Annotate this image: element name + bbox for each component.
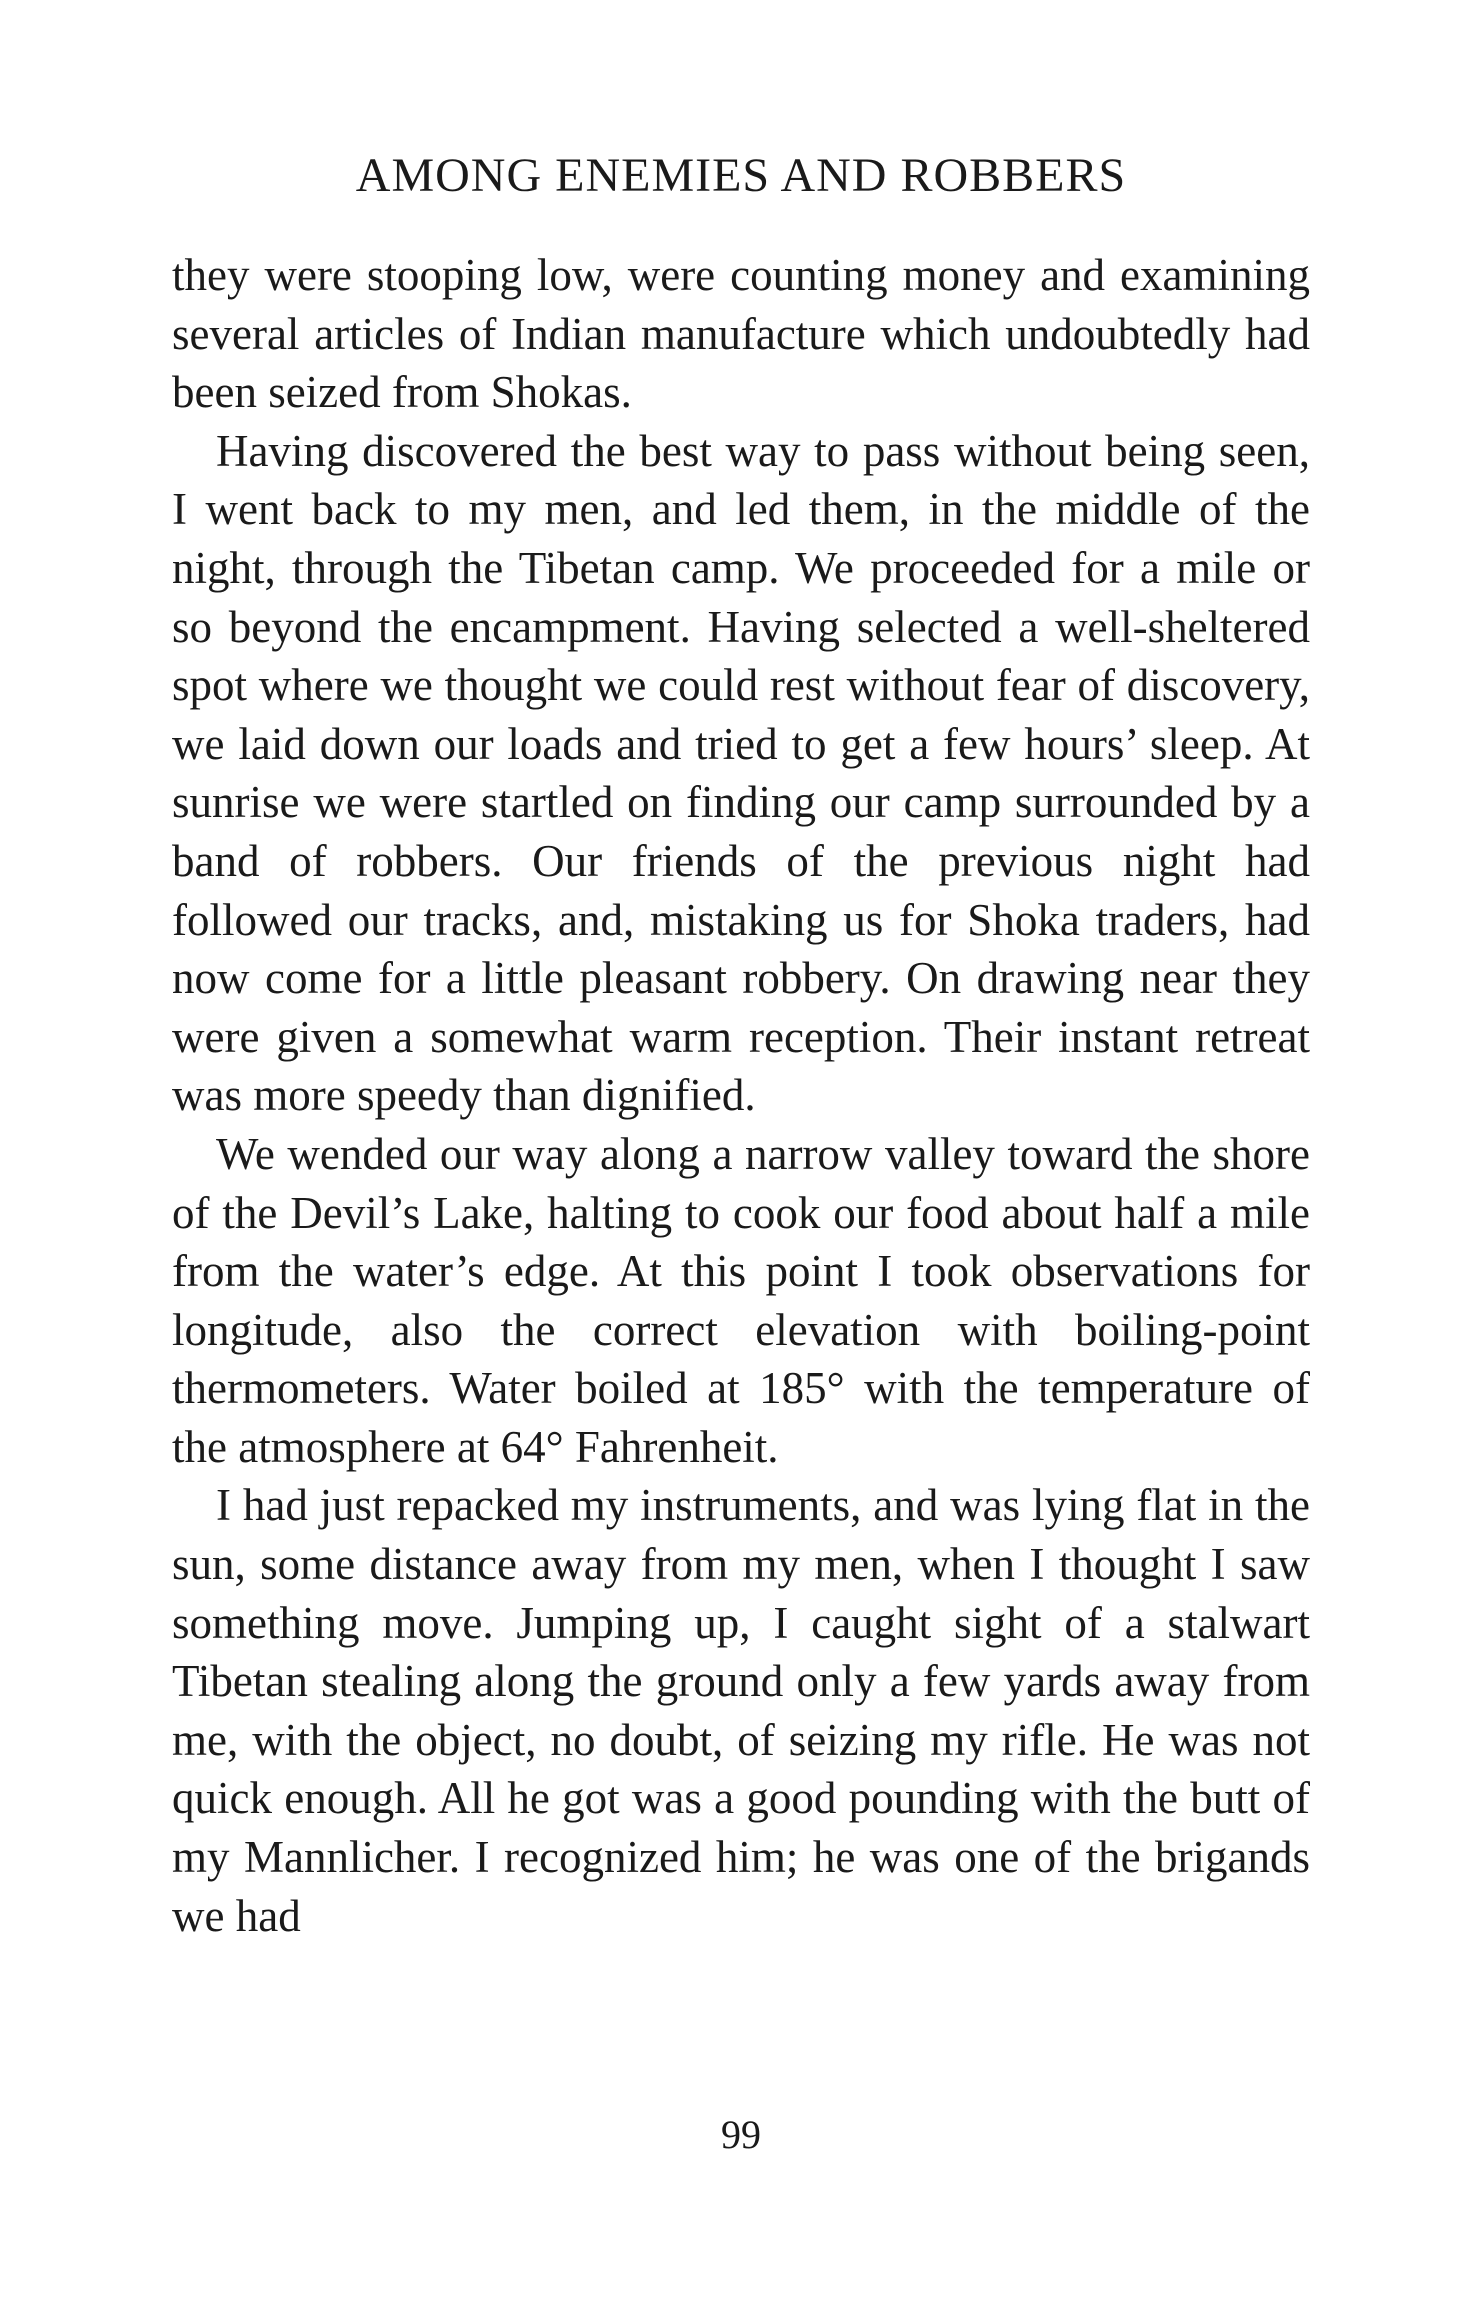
page-number: 99 bbox=[721, 2112, 761, 2157]
paragraph-devils-lake: We wended our way along a narrow valley toward the shore of the Devil’s Lake, halting to cook our food about half a mile from the water’s edge. At this point I took observations for longitude, also the correct elevation with boiling-point thermometers. Water boiled at 185° with the temperature of the atmosphere at 64° Fahrenheit. bbox=[172, 1128, 1310, 1472]
paragraph-continued: they were stooping low, were counting money and examining several articles of Indian manufacture which undoubtedly had been seized from Shokas. bbox=[172, 250, 1310, 418]
paragraph-tibetan-thief: I had just repacked my instruments, and was lying flat in the sun, some distance away from my men, when I thought I saw something move. Jumping up, I caught sight of a stalwart Tibetan stealing along the ground only a few yards away from me, with the object, no doubt, of seizing my rifle. He was not quick enough. All he got was a good pounding with the butt of my Mannlicher. I recognized him; he was one of the brigands we had bbox=[172, 1480, 1310, 1941]
running-head: AMONG ENEMIES AND ROBBERS bbox=[355, 149, 1127, 202]
body-text bbox=[172, 246, 1310, 1945]
paragraph-tibetan-camp: Having discovered the best way to pass without being seen, I went back to my men, and led them, in the middle of the night, through the Tibetan camp. We proceeded for a mile or so beyond the encampment. Having selected a well-sheltered spot where we thought we could rest without fear of discovery, we laid down our loads and tried to get a few hours’ sleep. At sunrise we were startled on finding our camp surrounded by a band of robbers. Our friends of the previous night had followed our tracks, and, mistaking us for Shoka traders, had now come for a little pleasant robbery. On drawing near they were given a somewhat warm reception. Their instant retreat was more speedy than dignified. bbox=[172, 425, 1310, 1121]
